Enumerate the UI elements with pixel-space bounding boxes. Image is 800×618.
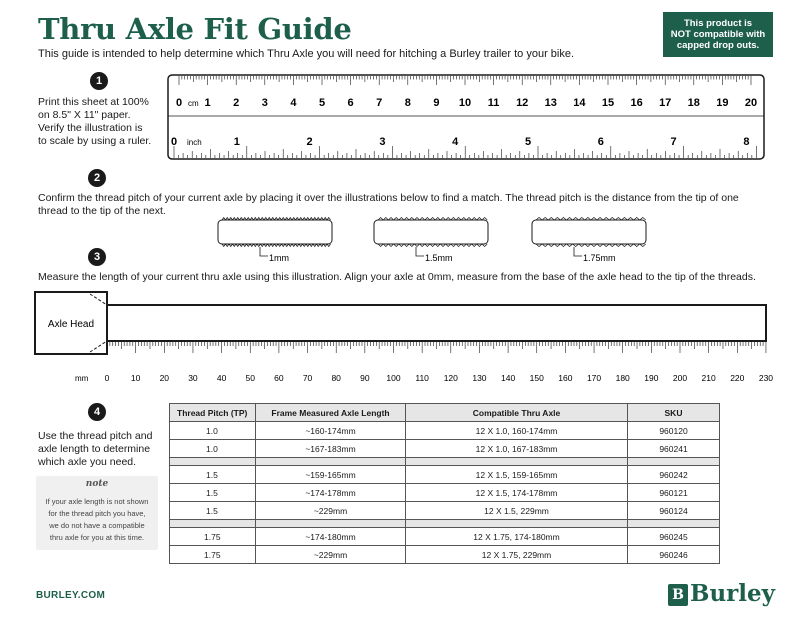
mm-label: 170 [586, 373, 602, 383]
step-2-number: 2 [88, 169, 106, 187]
cell-axle: 12 X 1.75, 229mm [406, 546, 628, 564]
inch-unit-label: inch [187, 138, 202, 147]
header-axle-length: Frame Measured Axle Length [256, 404, 406, 422]
mm-scale [105, 341, 774, 383]
note-line-3: we do not have a compatible [49, 521, 145, 530]
mm-label: 0 [104, 373, 110, 383]
mm-label: 220 [730, 373, 745, 383]
thread-body [532, 220, 646, 244]
cm-label: 9 [433, 97, 440, 109]
table-row [170, 466, 720, 484]
cm-label: 19 [716, 97, 729, 109]
step-1-line-3: Verify the illustration is [38, 122, 143, 134]
cell-sku: 960120 [628, 422, 720, 440]
cell-pitch: 1.75 [170, 528, 256, 546]
badge-line-2: NOT compatible with [670, 29, 766, 40]
mm-unit-label: mm [75, 374, 89, 383]
mm-label: 90 [360, 373, 370, 383]
compatibility-badge [663, 12, 773, 57]
mm-label: 190 [644, 373, 659, 383]
step-2-line-2: thread to the tip of the next. [38, 205, 166, 217]
cm-label: 12 [516, 97, 529, 109]
axle-head-label: Axle Head [47, 319, 95, 330]
cell-sku: 960124 [628, 502, 720, 520]
step-3-text: Measure the length of your current thru axle using this illustration. Align your axle at 0mm, measure from the base of the axle head to the tip of the threads. [38, 271, 756, 283]
cm-label: 5 [318, 97, 326, 109]
axle-fit-table [169, 403, 720, 564]
cm-label: 13 [544, 97, 557, 109]
table-row [170, 546, 720, 564]
thread-sample-2 [374, 218, 488, 264]
cell-sku: 960121 [628, 484, 720, 502]
inch-label: 3 [379, 136, 386, 148]
cell-pitch: 1.0 [170, 422, 256, 440]
cell-length: ~174-180mm [256, 528, 406, 546]
inch-label: 2 [306, 136, 313, 148]
cell-axle: 12 X 1.0, 160-174mm [406, 422, 628, 440]
cell-length: ~229mm [256, 502, 406, 520]
mm-label: 30 [188, 373, 198, 383]
table-row [170, 528, 720, 546]
cm-label: 14 [573, 97, 586, 109]
step-4-line-2: axle length to determine [38, 443, 151, 455]
cm-label: 18 [687, 97, 700, 109]
step-4-number: 4 [88, 403, 106, 421]
cm-label: 4 [290, 97, 297, 109]
cm-label: 3 [261, 97, 268, 109]
note-line-4: thru axle for you at this time. [49, 533, 145, 542]
thread-body [218, 220, 332, 244]
page-subtitle: This guide is intended to help determine which Thru Axle you will need for hitching a Burley trailer to your bike. [38, 48, 575, 60]
step-4-line-3: which axle you need. [38, 456, 137, 468]
step-4-text [38, 430, 152, 469]
cm-label: 11 [487, 97, 500, 109]
cell-pitch: 1.5 [170, 484, 256, 502]
table-row [170, 484, 720, 502]
mm-label: 140 [501, 373, 516, 383]
pitch-label-1: 1mm [269, 253, 289, 263]
cell-length: ~159-165mm [256, 466, 406, 484]
table-row [170, 422, 720, 440]
cell-length: ~167-183mm [256, 440, 406, 458]
mm-label: 110 [415, 373, 429, 383]
burley-logo-icon: B [668, 584, 688, 606]
badge-line-3: capped drop outs. [676, 40, 760, 51]
table-row [170, 440, 720, 458]
table-row [170, 502, 720, 520]
cell-pitch: 1.75 [170, 546, 256, 564]
step-1-line-2: on 8.5" X 11" paper. [38, 109, 131, 121]
header-compatible-axle: Compatible Thru Axle [406, 404, 628, 422]
mm-label: 120 [443, 373, 458, 383]
cm-label: 16 [630, 97, 643, 109]
table-separator [170, 458, 720, 466]
cm-label: 10 [458, 97, 472, 109]
mm-label: 210 [701, 373, 716, 383]
mm-label: 160 [558, 373, 573, 383]
inch-label: 1 [233, 136, 240, 148]
inch-label: 7 [670, 136, 677, 148]
thread-pitch-illustrations [210, 214, 660, 264]
cell-pitch: 1.5 [170, 502, 256, 520]
mm-label: 70 [302, 373, 313, 383]
cell-axle: 12 X 1.5, 229mm [406, 502, 628, 520]
cell-pitch: 1.0 [170, 440, 256, 458]
page-title: Thru Axle Fit Guide [38, 12, 352, 46]
cm-label: 17 [659, 97, 672, 109]
website-link[interactable]: BURLEY.COM [36, 590, 106, 601]
mm-label: 130 [472, 373, 487, 383]
thread-body [374, 220, 488, 244]
step-1-line-4: to scale by using a ruler. [38, 135, 152, 147]
step-2-line-1: Confirm the thread pitch of your current axle by placing it over the illustrations below to find a match. The thread pitch is the distance from the tip of one [38, 192, 739, 204]
table-separator [170, 520, 720, 528]
note-line-1: If your axle length is not shown [45, 497, 149, 506]
mm-label: 60 [274, 373, 284, 383]
cell-sku: 960246 [628, 546, 720, 564]
mm-label: 50 [245, 373, 255, 383]
pitch-bracket [260, 247, 268, 256]
inch-label: 8 [743, 136, 750, 148]
cm-label: 8 [404, 97, 411, 109]
mm-label: 230 [758, 373, 774, 383]
cell-axle: 12 X 1.75, 174-180mm [406, 528, 628, 546]
note-label: note [85, 479, 109, 489]
cm-label: 1 [204, 97, 211, 109]
table-header-row [170, 404, 720, 422]
thread-samples [218, 218, 646, 264]
cell-pitch: 1.5 [170, 466, 256, 484]
cm-label: 20 [744, 97, 758, 109]
cm-label: 2 [233, 97, 240, 109]
inch-label: 6 [597, 136, 604, 148]
header-thread-pitch: Thread Pitch (TP) [170, 404, 256, 422]
step-3-number: 3 [88, 248, 106, 266]
thread-sample-3 [532, 218, 646, 264]
note-line-2: for the thread pitch you have, [48, 509, 146, 518]
cm-label: 6 [347, 97, 354, 109]
cm-label: 15 [601, 97, 615, 109]
badge-line-1: This product is [683, 18, 753, 29]
mm-label: 180 [615, 373, 630, 383]
mm-label: 200 [672, 373, 688, 383]
cell-sku: 960242 [628, 466, 720, 484]
cell-sku: 960245 [628, 528, 720, 546]
scale-ruler [167, 74, 765, 160]
step-4-line-1: Use the thread pitch and [38, 430, 153, 442]
axle-shaft [107, 305, 766, 341]
cell-axle: 12 X 1.5, 174-178mm [406, 484, 628, 502]
pitch-bracket [416, 247, 424, 256]
mm-label: 40 [216, 373, 227, 383]
inch-label: 5 [524, 136, 532, 148]
note-text [38, 496, 156, 544]
axle-length-illustration [30, 288, 775, 388]
step-1-number: 1 [90, 72, 108, 90]
cm-unit-label: cm [188, 99, 199, 108]
pitch-label-2: 1.5mm [425, 253, 453, 263]
thread-sample-1 [218, 218, 332, 264]
mm-label: 100 [386, 373, 401, 383]
cell-length: ~229mm [256, 546, 406, 564]
inch-label: 4 [452, 136, 459, 148]
step-1-text [38, 96, 151, 148]
cell-sku: 960241 [628, 440, 720, 458]
cell-length: ~174-178mm [256, 484, 406, 502]
pitch-label-3: 1.75mm [583, 253, 616, 263]
step-1-line-1: Print this sheet at 100% [38, 96, 149, 108]
cm-label: 7 [376, 97, 383, 109]
pitch-bracket [574, 247, 582, 256]
mm-label: 10 [130, 373, 141, 383]
cell-axle: 12 X 1.0, 167-183mm [406, 440, 628, 458]
mm-label: 150 [529, 373, 544, 383]
mm-label: 80 [331, 373, 341, 383]
header-sku: SKU [628, 404, 720, 422]
cm-label: 0 [175, 97, 183, 109]
mm-label: 20 [159, 373, 170, 383]
burley-logo-text: Burley [690, 580, 776, 607]
cell-length: ~160-174mm [256, 422, 406, 440]
inch-label: 0 [170, 136, 178, 148]
cell-axle: 12 X 1.5, 159-165mm [406, 466, 628, 484]
